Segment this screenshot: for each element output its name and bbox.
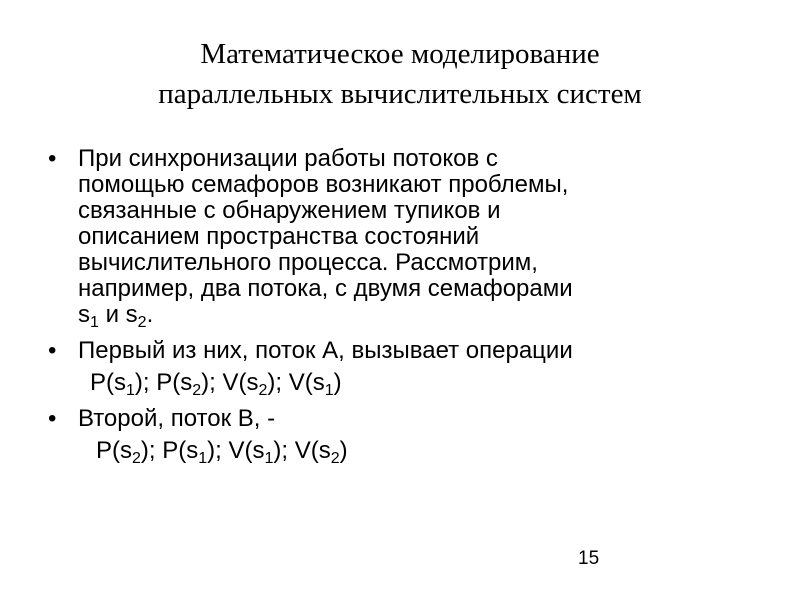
bullet-item-1: [48, 145, 768, 331]
op-tail: );: [207, 437, 229, 464]
bullet-item-3: [48, 406, 768, 432]
op: [90, 369, 157, 399]
op-subscript: 1: [324, 382, 334, 399]
op-tail: ): [339, 437, 348, 464]
bullet-marker: •: [48, 145, 57, 172]
op-subscript: 2: [258, 382, 268, 399]
bullet-1-line-3: связанные с обнаружением тупиков и: [78, 197, 501, 224]
slide-title-line-2: параллельных вычислительных систем: [158, 78, 642, 110]
semaphore-s1-letter: s: [78, 301, 90, 328]
semaphore-s2-subscript: 2: [137, 314, 147, 331]
thread-a-operations: [48, 369, 768, 399]
semaphore-s2: [125, 301, 147, 331]
op-text: P(s: [162, 437, 199, 464]
op-tail: );: [267, 369, 289, 396]
bullet-1-line-5: вычислительного процесса. Рассмотрим,: [78, 249, 538, 276]
sentence-end: .: [146, 301, 154, 328]
bullet-2-text: Первый из них, поток A, вызывает операции: [78, 337, 573, 364]
op-text: V(s: [288, 369, 325, 396]
op-text: V(s: [294, 437, 331, 464]
thread-b-operations: [48, 437, 768, 467]
op-tail: );: [134, 369, 157, 396]
bullet-1-line-2: помощью семафоров возникают проблемы,: [78, 171, 569, 198]
op-subscript: 2: [192, 382, 202, 399]
op: [96, 437, 163, 467]
slide-title-line-1: Математическое моделирование: [200, 38, 600, 70]
op: [294, 437, 348, 467]
op: [156, 369, 223, 399]
op: [222, 369, 289, 399]
bullet-1-line-7: [78, 301, 768, 331]
op-text: V(s: [222, 369, 259, 396]
op-text: P(s: [156, 369, 193, 396]
bullet-marker: •: [48, 405, 57, 432]
op-subscript: 1: [126, 382, 135, 399]
slide-body: [48, 145, 768, 467]
bullet-marker: •: [48, 337, 57, 364]
op-text: V(s: [228, 437, 265, 464]
op-text: P(s: [90, 369, 126, 396]
op: [228, 437, 295, 467]
op-tail: );: [201, 369, 223, 396]
op-tail: );: [273, 437, 295, 464]
op-subscript: 1: [198, 450, 208, 467]
op-tail: ): [333, 369, 342, 396]
bullet-1-line-1: При синхронизации работы потоков с: [78, 145, 498, 172]
conjunction-and: и: [98, 301, 126, 328]
op-subscript: 2: [330, 450, 340, 467]
page-number: 15: [578, 548, 600, 569]
slide-title: [60, 34, 740, 114]
bullet-1-line-6: например, два потока, с двумя семафорами: [78, 275, 573, 302]
bullet-item-2: [48, 338, 768, 364]
op-subscript: 2: [132, 450, 141, 467]
op-tail: );: [140, 437, 163, 464]
semaphore-s1-subscript: 1: [90, 314, 99, 331]
op: [288, 369, 342, 399]
op-text: P(s: [96, 437, 132, 464]
bullet-1-line-4: описанием пространства состояний: [78, 223, 480, 250]
bullet-3-text: Второй, поток B, -: [78, 405, 276, 432]
semaphore-s2-letter: s: [125, 301, 138, 328]
op: [162, 437, 229, 467]
semaphore-s1: [78, 301, 99, 331]
op-subscript: 1: [264, 450, 274, 467]
